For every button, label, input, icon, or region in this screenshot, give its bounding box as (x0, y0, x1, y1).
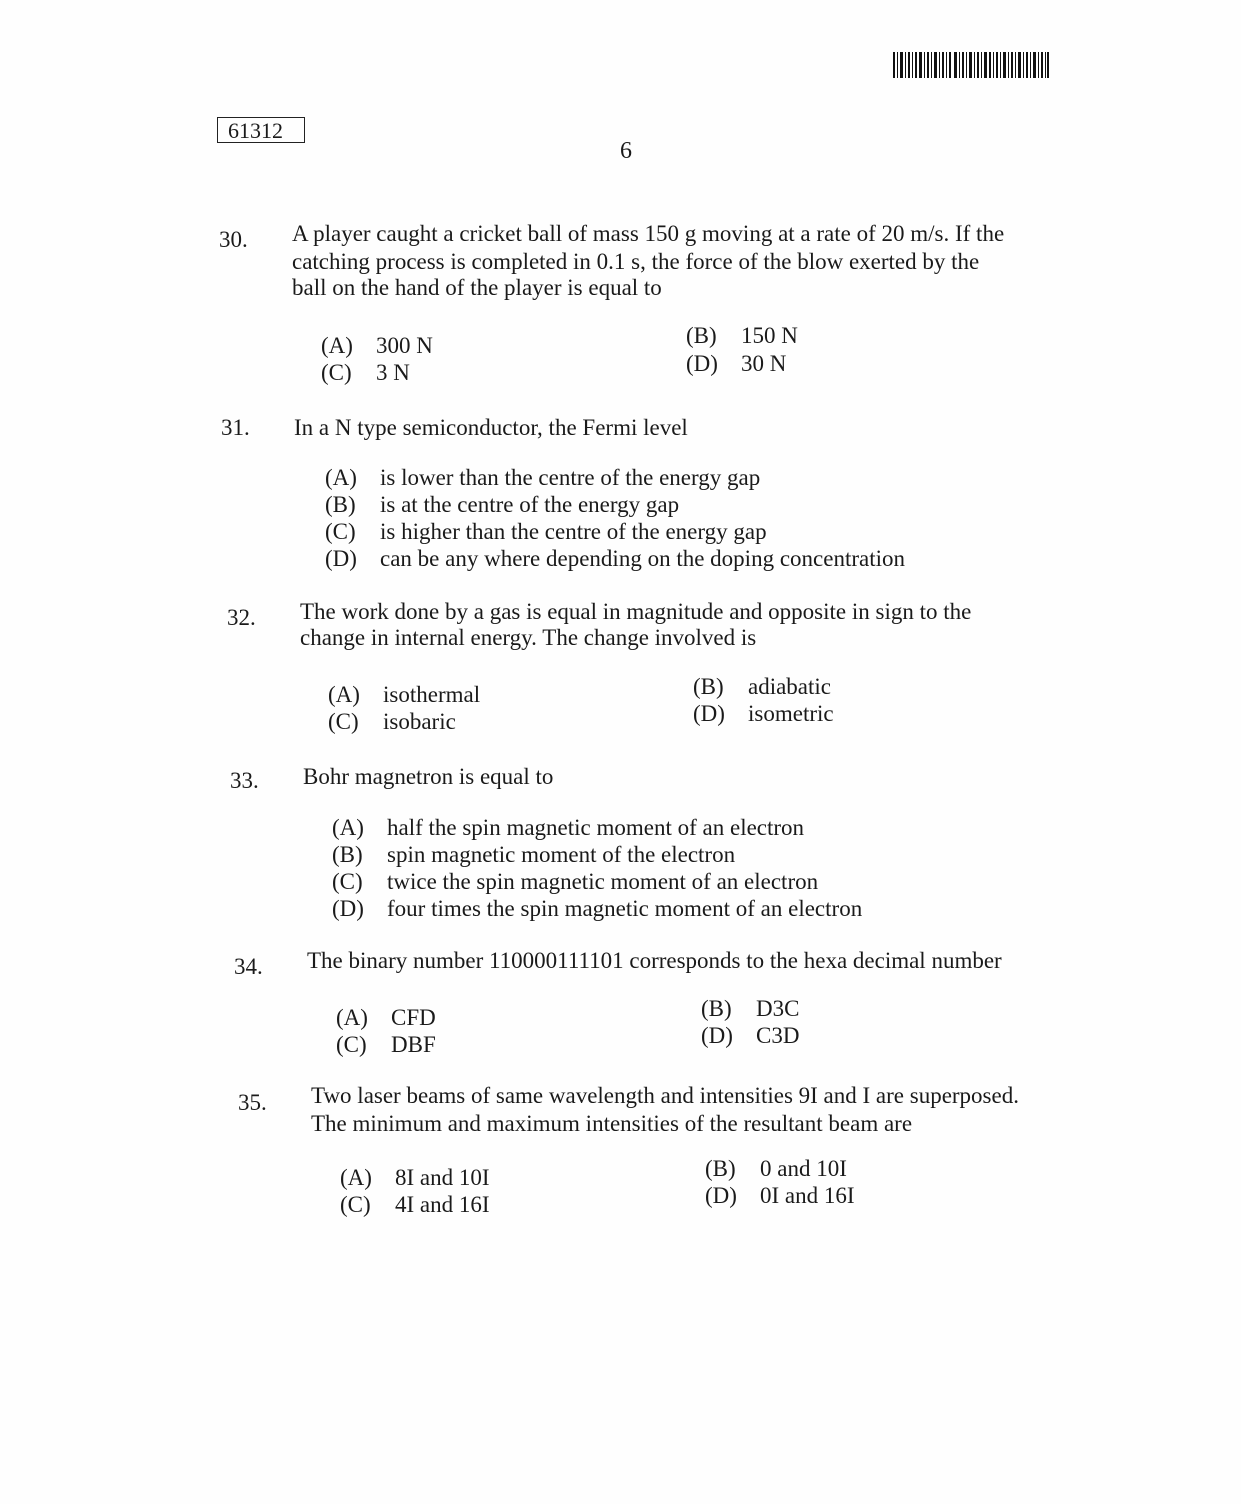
option-text: 300 N (376, 333, 433, 358)
option-text: four times the spin magnetic moment of an electron (387, 896, 863, 921)
question-text-line: The work done by a gas is equal in magnitude and opposite in sign to the (300, 599, 972, 624)
barcode-image (893, 52, 1049, 78)
paper-code-box: 61312 (217, 117, 305, 143)
option-b (325, 491, 679, 519)
question-text-line: ball on the hand of the player is equal to (292, 275, 662, 300)
page-number: 6 (620, 138, 632, 164)
question-text-line: The minimum and maximum intensities of the resultant beam are (311, 1111, 913, 1136)
question-text-line: Bohr magnetron is equal to (303, 764, 554, 789)
question-text-line: A player caught a cricket ball of mass 150 g moving at a rate of 20 m/s. If the (292, 221, 1005, 246)
option-label: (B) (705, 1156, 736, 1181)
option-label: (A) (340, 1165, 372, 1190)
option-label: (A) (336, 1005, 368, 1030)
option-b (332, 841, 735, 869)
option-d (693, 700, 834, 728)
option-label: (D) (705, 1183, 737, 1208)
option-a (325, 464, 760, 492)
option-label: (B) (325, 492, 356, 517)
option-c (332, 868, 818, 896)
option-text: isobaric (383, 709, 456, 734)
option-text: 150 N (741, 323, 798, 348)
option-text: is at the centre of the energy gap (380, 492, 680, 517)
option-label: (D) (686, 351, 718, 376)
option-text: half the spin magnetic moment of an electron (387, 815, 805, 840)
option-label: (B) (686, 323, 717, 348)
option-d (325, 545, 905, 573)
option-a (328, 681, 480, 709)
option-a (336, 1004, 436, 1032)
option-b (701, 995, 799, 1023)
option-text: 8I and 10I (395, 1165, 490, 1190)
option-c (328, 708, 456, 736)
option-label: (C) (325, 519, 356, 544)
option-c (340, 1191, 490, 1219)
option-d (705, 1182, 855, 1210)
option-b (686, 322, 798, 350)
option-label: (D) (693, 701, 725, 726)
option-label: (A) (321, 333, 353, 358)
option-text: 3 N (376, 360, 410, 385)
option-text: spin magnetic moment of the electron (387, 842, 736, 867)
question-text-line: catching process is completed in 0.1 s, the force of the blow exerted by the (292, 249, 980, 274)
option-a (340, 1164, 490, 1192)
option-label: (D) (332, 896, 364, 921)
option-label: (B) (332, 842, 363, 867)
option-text: 0 and 10I (760, 1156, 847, 1181)
option-c (336, 1031, 436, 1059)
question-text-line: In a N type semiconductor, the Fermi level (294, 415, 688, 440)
option-label: (D) (701, 1023, 733, 1048)
option-text: DBF (391, 1032, 436, 1057)
option-text: 30 N (741, 351, 787, 376)
option-label: (B) (701, 996, 732, 1021)
option-label: (C) (328, 709, 359, 734)
option-d (686, 350, 786, 378)
question-number: 34. (234, 954, 263, 979)
option-d (701, 1022, 799, 1050)
option-b (705, 1155, 847, 1183)
option-a (321, 332, 433, 360)
option-c (325, 518, 767, 546)
option-label: (A) (325, 465, 357, 490)
option-text: 0I and 16I (760, 1183, 855, 1208)
question-text-line: change in internal energy. The change involved is (300, 625, 757, 650)
option-c (321, 359, 410, 387)
question-text-line: The binary number 110000111101 corresponds to the hexa decimal number (307, 948, 1002, 973)
option-label: (A) (328, 682, 360, 707)
option-label: (A) (332, 815, 364, 840)
option-label: (D) (325, 546, 357, 571)
option-text: 4I and 16I (395, 1192, 490, 1217)
option-text: C3D (756, 1023, 800, 1048)
option-d (332, 895, 862, 923)
question-number: 33. (230, 768, 259, 793)
option-text: is lower than the centre of the energy gap (380, 465, 761, 490)
question-number: 30. (219, 227, 248, 252)
option-text: isothermal (383, 682, 481, 707)
question-number: 32. (227, 605, 256, 630)
option-label: (C) (336, 1032, 367, 1057)
option-a (332, 814, 804, 842)
option-text: adiabatic (748, 674, 832, 699)
option-label: (C) (321, 360, 352, 385)
question-number: 35. (238, 1090, 267, 1115)
option-text: is higher than the centre of the energy gap (380, 519, 767, 544)
option-label: (B) (693, 674, 724, 699)
option-text: twice the spin magnetic moment of an electron (387, 869, 819, 894)
option-text: can be any where depending on the doping concentration (380, 546, 905, 571)
option-label: (C) (332, 869, 363, 894)
option-text: isometric (748, 701, 834, 726)
option-label: (C) (340, 1192, 371, 1217)
question-text-line: Two laser beams of same wavelength and intensities 9I and I are superposed. (311, 1083, 1019, 1108)
option-text: CFD (391, 1005, 436, 1030)
question-number: 31. (221, 415, 250, 440)
option-text: D3C (756, 996, 800, 1021)
option-b (693, 673, 831, 701)
